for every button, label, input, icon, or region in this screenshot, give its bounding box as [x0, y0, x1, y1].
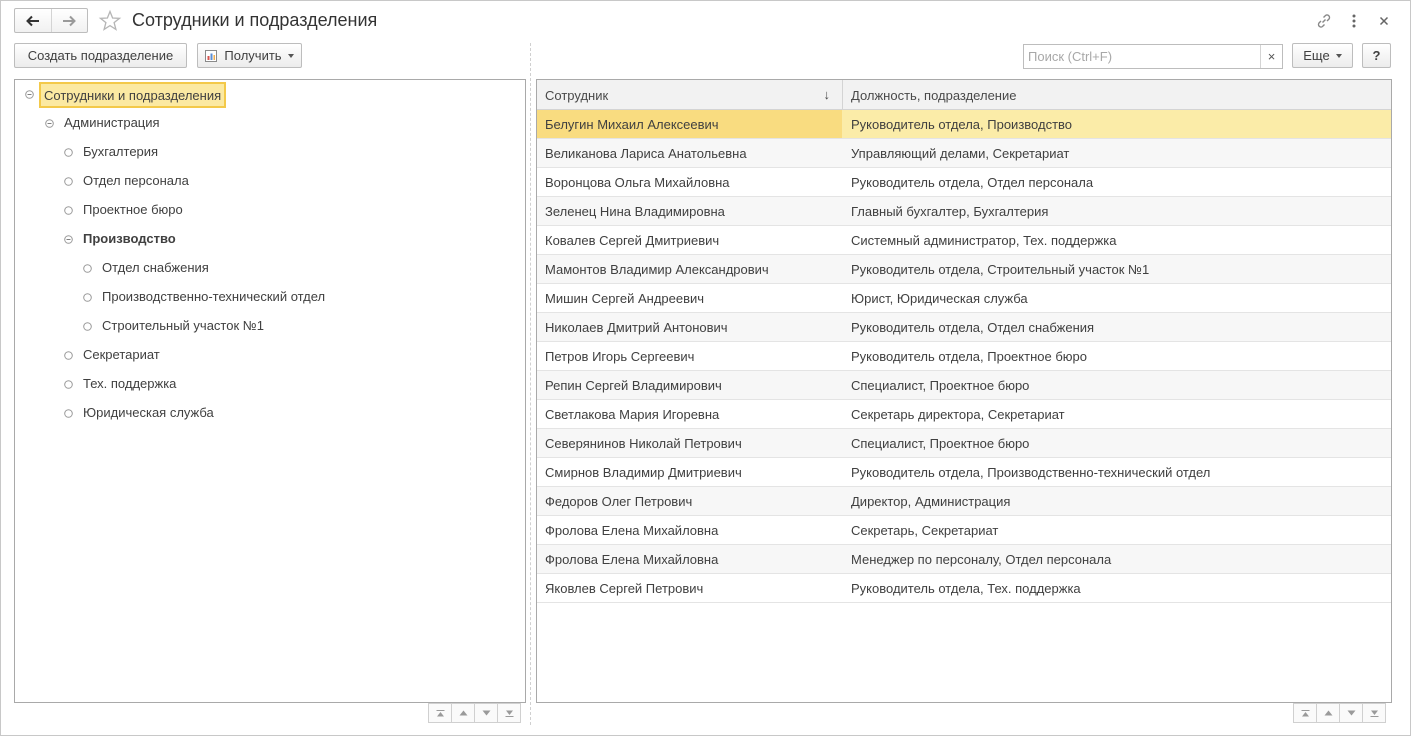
position-cell: Управляющий делами, Секретариат	[851, 145, 1070, 161]
tree-item[interactable]	[15, 80, 525, 109]
create-department-button[interactable]	[14, 43, 187, 68]
leaf-node-icon	[64, 409, 73, 418]
table-row[interactable]	[537, 342, 1391, 371]
report-icon	[205, 50, 217, 62]
employee-cell: Петров Игорь Сергеевич	[545, 348, 695, 364]
tree-item[interactable]	[15, 283, 525, 312]
table-row[interactable]	[537, 110, 1391, 139]
search-box	[1023, 44, 1283, 69]
employee-cell: Светлакова Мария Игоревна	[545, 406, 720, 422]
triangle-up-icon	[1324, 710, 1333, 716]
column-employee-label: Сотрудник	[545, 87, 609, 103]
leaf-node-icon	[64, 148, 73, 157]
employee-cell: Федоров Олег Петрович	[545, 493, 693, 509]
employee-cell: Фролова Елена Михайловна	[545, 522, 719, 538]
employee-cell: Воронцова Ольга Михайловна	[545, 174, 730, 190]
tree-item[interactable]	[15, 312, 525, 341]
position-cell: Специалист, Проектное бюро	[851, 377, 1030, 393]
column-header-employee[interactable]	[537, 80, 842, 110]
back-button[interactable]	[15, 9, 51, 32]
link-button[interactable]	[1313, 10, 1335, 32]
star-icon[interactable]	[98, 9, 122, 33]
employee-cell: Мамонтов Владимир Александрович	[545, 261, 769, 277]
collapse-icon[interactable]	[25, 90, 34, 99]
leaf-node-icon	[64, 380, 73, 389]
employees-table	[536, 79, 1392, 703]
table-row[interactable]	[537, 284, 1391, 313]
title-bar	[1, 1, 1410, 41]
position-cell: Менеджер по персоналу, Отдел персонала	[851, 551, 1112, 567]
table-row[interactable]	[537, 487, 1391, 516]
table-row[interactable]	[537, 139, 1391, 168]
tree-item-label: Отдел персонала	[83, 173, 189, 188]
first-page-icon	[436, 710, 445, 717]
tree-item-label: Проектное бюро	[83, 202, 183, 217]
department-tree	[14, 79, 526, 703]
get-label: Получить	[224, 48, 282, 63]
table-row[interactable]	[537, 197, 1391, 226]
scroll-first-button[interactable]	[428, 703, 452, 723]
last-page-icon	[505, 710, 514, 717]
kebab-menu-icon	[1352, 14, 1356, 28]
position-cell: Руководитель отдела, Тех. поддержка	[851, 580, 1081, 596]
employee-cell: Мишин Сергей Андреевич	[545, 290, 705, 306]
tree-item[interactable]	[15, 167, 525, 196]
splitter[interactable]	[530, 43, 531, 725]
employee-cell: Смирнов Владимир Дмитриевич	[545, 464, 742, 480]
scroll-up-button[interactable]	[451, 703, 475, 723]
leaf-node-icon	[64, 351, 73, 360]
search-clear-button[interactable]: ×	[1260, 45, 1282, 68]
tree-item-label: Тех. поддержка	[83, 376, 177, 391]
tree-item-selection	[39, 82, 226, 108]
more-label: Еще	[1303, 48, 1330, 63]
tree-item[interactable]	[15, 196, 525, 225]
leaf-node-icon	[64, 177, 73, 186]
search-input[interactable]	[1024, 45, 1260, 68]
table-body	[537, 110, 1391, 603]
employee-cell: Репин Сергей Владимирович	[545, 377, 722, 393]
position-cell: Руководитель отдела, Производственно-технический отдел	[851, 464, 1211, 480]
chevron-down-icon	[288, 54, 294, 58]
position-cell: Секретарь директора, Секретариат	[851, 406, 1065, 422]
scroll-last-button[interactable]	[497, 703, 521, 723]
table-row[interactable]	[537, 255, 1391, 284]
leaf-node-icon	[83, 293, 92, 302]
more-button[interactable]	[1292, 43, 1353, 68]
leaf-node-icon	[83, 322, 92, 331]
employee-cell: Северянинов Николай Петрович	[545, 435, 742, 451]
tree-item[interactable]	[15, 109, 525, 138]
tree-item-label: Строительный участок №1	[102, 318, 264, 333]
tree-item[interactable]	[15, 370, 525, 399]
position-cell: Секретарь, Секретариат	[851, 522, 999, 538]
employee-cell: Великанова Лариса Анатольевна	[545, 145, 747, 161]
arrow-left-icon	[26, 15, 40, 27]
tree-item-label: Производственно-технический отдел	[102, 289, 326, 304]
tree-item[interactable]	[15, 341, 525, 370]
last-page-icon	[1370, 710, 1379, 717]
scroll-last-button[interactable]	[1362, 703, 1386, 723]
leaf-node-icon	[83, 264, 92, 273]
close-button[interactable]	[1373, 10, 1395, 32]
tree-item-label: Администрация	[64, 115, 160, 130]
employee-cell: Ковалев Сергей Дмитриевич	[545, 232, 720, 248]
employee-cell: Яковлев Сергей Петрович	[545, 580, 704, 596]
table-row[interactable]	[537, 516, 1391, 545]
triangle-down-icon	[1347, 710, 1356, 716]
collapse-icon[interactable]	[45, 119, 54, 128]
first-page-icon	[1301, 710, 1310, 717]
position-cell: Руководитель отдела, Производство	[851, 116, 1073, 132]
position-cell: Руководитель отдела, Отдел персонала	[851, 174, 1094, 190]
scroll-down-button[interactable]	[474, 703, 498, 723]
table-row[interactable]	[537, 545, 1391, 574]
position-cell: Главный бухгалтер, Бухгалтерия	[851, 203, 1049, 219]
employee-cell: Николаев Дмитрий Антонович	[545, 319, 728, 335]
tree-item-label: Сотрудники и подразделения	[44, 87, 222, 103]
position-cell: Руководитель отдела, Отдел снабжения	[851, 319, 1095, 335]
table-row[interactable]	[537, 429, 1391, 458]
get-button[interactable]	[197, 43, 302, 68]
position-cell: Системный администратор, Тех. поддержка	[851, 232, 1117, 248]
table-row[interactable]	[537, 574, 1391, 603]
tree-item[interactable]	[15, 138, 525, 167]
table-row[interactable]	[537, 458, 1391, 487]
close-icon	[1379, 16, 1389, 26]
help-label: ?	[1372, 48, 1381, 63]
arrow-right-icon	[62, 15, 76, 27]
leaf-node-icon	[64, 206, 73, 215]
column-header-position[interactable]	[843, 80, 1016, 110]
link-icon	[1316, 13, 1332, 29]
tree-item[interactable]	[15, 254, 525, 283]
table-header	[537, 80, 1391, 110]
tree-item-label: Производство	[83, 231, 176, 246]
navigation-buttons	[14, 8, 88, 33]
triangle-down-icon	[482, 710, 491, 716]
scroll-up-button[interactable]	[1316, 703, 1340, 723]
position-cell: Специалист, Проектное бюро	[851, 435, 1030, 451]
more-actions-button[interactable]	[1343, 10, 1365, 32]
tree-item[interactable]	[15, 399, 525, 428]
tree-item-label: Отдел снабжения	[102, 260, 209, 275]
position-cell: Руководитель отдела, Строительный участок №1	[851, 261, 1150, 277]
table-row[interactable]	[537, 400, 1391, 429]
table-row[interactable]	[537, 371, 1391, 400]
table-row[interactable]	[537, 313, 1391, 342]
tree-item[interactable]	[15, 225, 525, 254]
table-pager	[1294, 703, 1386, 723]
forward-button[interactable]	[51, 9, 88, 32]
scroll-down-button[interactable]	[1339, 703, 1363, 723]
scroll-first-button[interactable]	[1293, 703, 1317, 723]
tree-item-label: Секретариат	[83, 347, 160, 362]
employee-cell: Белугин Михаил Алексеевич	[537, 110, 842, 138]
position-cell: Руководитель отдела, Проектное бюро	[851, 348, 1087, 364]
position-cell: Юрист, Юридическая служба	[851, 290, 1028, 306]
column-position-label: Должность, подразделение	[851, 87, 1017, 103]
employee-cell: Фролова Елена Михайловна	[545, 551, 719, 567]
sort-desc-icon: ↓	[823, 87, 830, 102]
help-button[interactable]	[1362, 43, 1391, 68]
triangle-up-icon	[459, 710, 468, 716]
table-row[interactable]	[537, 226, 1391, 255]
employee-cell: Зеленец Нина Владимировна	[545, 203, 725, 219]
collapse-icon[interactable]	[64, 235, 73, 244]
tree-item-label: Бухгалтерия	[83, 144, 159, 159]
position-cell: Директор, Администрация	[851, 493, 1011, 509]
tree-pager	[429, 703, 521, 723]
create-department-label: Создать подразделение	[27, 48, 174, 63]
chevron-down-icon	[1336, 54, 1342, 58]
page-title: Сотрудники и подразделения	[132, 10, 378, 30]
table-row[interactable]	[537, 168, 1391, 197]
tree-item-label: Юридическая служба	[83, 405, 214, 420]
